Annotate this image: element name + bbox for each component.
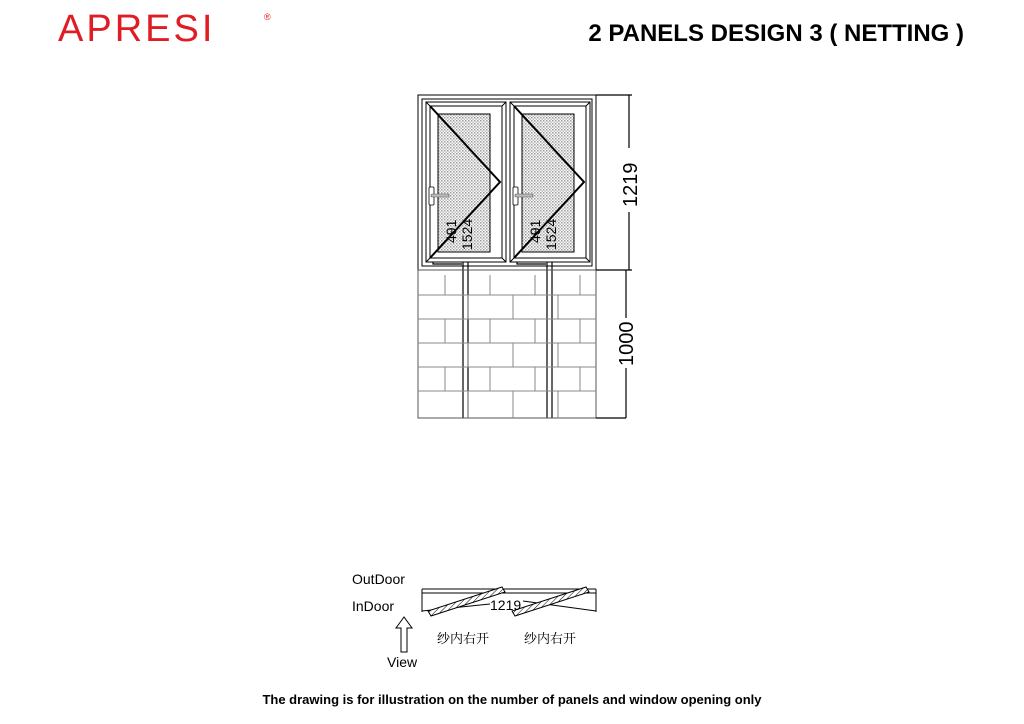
brand-logo: APRESI <box>58 8 216 50</box>
panel-right-width-dim: 1524 <box>543 218 559 250</box>
brick-wall <box>418 270 596 418</box>
indoor-label: InDoor <box>352 598 395 614</box>
page-title: 2 PANELS DESIGN 3 ( NETTING ) <box>588 20 964 47</box>
window-height-dim: 1219 <box>620 162 642 207</box>
panel-dimension-lines <box>433 262 552 418</box>
outdoor-label: OutDoor <box>352 571 405 587</box>
view-label: View <box>387 654 418 670</box>
view-arrow-icon <box>396 617 412 652</box>
panel-right-handle-dim: 491 <box>527 219 543 243</box>
height-dimension-lines <box>596 95 632 418</box>
panel-left-handle-dim: 491 <box>443 219 459 243</box>
plan-width-dim: 1219 <box>490 597 522 613</box>
wall-height-dim: 1000 <box>616 321 638 366</box>
footer-note: The drawing is for illustration on the number of panels and window opening only <box>262 692 762 707</box>
plan-panel-label-right: 纱内右开 <box>524 631 577 646</box>
panel-left-width-dim: 1524 <box>459 218 475 250</box>
plan-panel-label-left: 纱内右开 <box>437 631 490 646</box>
registered-mark: ® <box>264 12 271 22</box>
